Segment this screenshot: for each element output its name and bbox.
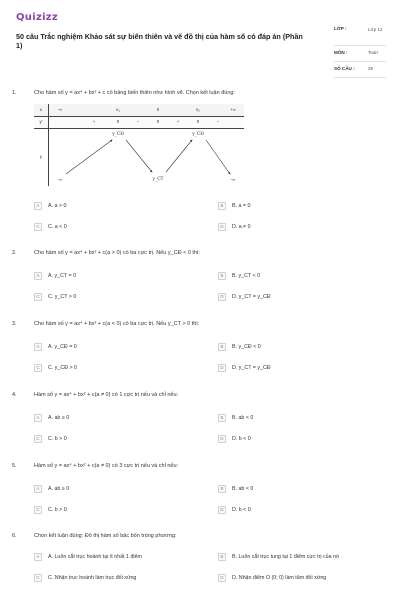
option-d[interactable] (218, 506, 378, 516)
option-letter-box: D (218, 293, 226, 301)
table-x-value: -∞ (57, 107, 63, 112)
option-text: B. ab < 0 (232, 486, 254, 492)
question-number: 1. (12, 90, 17, 96)
meta-divider (334, 77, 386, 78)
option-letter-box: C (34, 506, 42, 514)
meta-count-key: SỐ CÂU : (334, 66, 355, 71)
option-letter-box: A (34, 553, 42, 561)
option-c[interactable] (34, 435, 194, 445)
question-number: 3. (12, 321, 17, 327)
option-letter-box: D (218, 574, 226, 582)
table-y-value: -∞ (230, 177, 236, 182)
meta-divider (334, 61, 386, 62)
option-b[interactable] (218, 343, 378, 353)
option-text: B. Luôn cắt trục tung tại 1 điểm cực trị của nó (232, 554, 339, 560)
option-d[interactable] (218, 435, 378, 445)
option-d[interactable] (218, 574, 378, 584)
option-text: D. a ≠ 0 (232, 224, 251, 230)
option-text: B. y_CĐ < 0 (232, 344, 261, 350)
option-letter-box: C (34, 574, 42, 582)
option-letter-box: B (218, 202, 226, 210)
increasing-arrow (66, 140, 112, 174)
option-b[interactable] (218, 553, 378, 563)
table-sign: 0 (196, 119, 200, 124)
question-text: Cho hàm số y = ax⁴ + bx² + c có bảng biến thiên như hình vẽ. Chọn kết luận đúng: (34, 90, 235, 96)
question-number: 4. (12, 392, 17, 398)
table-y-value: -∞ (57, 177, 63, 182)
increasing-arrow (166, 140, 192, 172)
table-sign: + (92, 119, 96, 124)
question-text: Hàm số y = ax⁴ + bx² + c(a ≠ 0) có 1 cực trị nếu và chỉ nếu: (34, 392, 179, 398)
brand-logo: Quizizz (16, 12, 59, 23)
table-sign: + (176, 119, 180, 124)
option-b[interactable] (218, 485, 378, 495)
question-1 (12, 90, 392, 240)
option-c[interactable] (34, 574, 194, 584)
option-text: D. b < 0 (232, 507, 251, 513)
table-y-value: y_CT (152, 177, 164, 182)
table-sign: − (136, 119, 140, 124)
option-a[interactable] (34, 272, 194, 282)
question-3 (12, 321, 392, 381)
option-a[interactable] (34, 553, 194, 563)
option-a[interactable] (34, 343, 194, 353)
option-letter-box: C (34, 435, 42, 443)
option-b[interactable] (218, 272, 378, 282)
option-a[interactable] (34, 485, 194, 495)
option-c[interactable] (34, 364, 194, 374)
option-a[interactable] (34, 414, 194, 424)
question-2 (12, 250, 392, 310)
option-text: A. y_CĐ = 0 (48, 344, 77, 350)
table-x-label: x (39, 107, 43, 112)
option-letter-box: B (218, 553, 226, 561)
table-yprime-label: y' (39, 119, 43, 124)
option-d[interactable] (218, 223, 378, 233)
option-letter-box: A (34, 272, 42, 280)
option-letter-box: B (218, 414, 226, 422)
option-letter-box: D (218, 364, 226, 372)
worksheet-header (16, 12, 386, 71)
question-number: 2. (12, 250, 17, 256)
table-y-label: y (39, 154, 43, 159)
option-letter-box: D (218, 506, 226, 514)
question-text: Chọn kết luận đúng: Đồ thị hàm số bậc bốn trùng phương: (34, 533, 177, 539)
table-sign: 0 (156, 119, 160, 124)
option-text: C. b > 0 (48, 436, 67, 442)
table-x-value: +∞ (230, 107, 236, 112)
option-letter-box: B (218, 272, 226, 280)
option-b[interactable] (218, 414, 378, 424)
option-d[interactable] (218, 293, 378, 303)
question-4 (12, 392, 392, 452)
table-sign: 0 (116, 119, 120, 124)
meta-subject-row (334, 50, 386, 60)
option-letter-box: D (218, 223, 226, 231)
option-text: A. ab ≥ 0 (48, 415, 70, 421)
option-letter-box: A (34, 485, 42, 493)
option-letter-box: A (34, 414, 42, 422)
question-5 (12, 463, 392, 523)
meta-class-row (334, 26, 386, 36)
option-text: C. a < 0 (48, 224, 67, 230)
option-text: A. Luôn cắt trục hoành tại ít nhất 1 điểm (48, 554, 142, 560)
option-text: C. y_CĐ > 0 (48, 365, 77, 371)
question-text: Hàm số y = ax⁴ + bx² + c(a ≠ 0) có 3 cực trị nếu và chỉ nếu: (34, 463, 179, 469)
variation-arrows (34, 104, 244, 186)
meta-count-row (334, 66, 386, 76)
variation-table (34, 104, 244, 186)
option-text: C. b > 0 (48, 507, 67, 513)
table-x-value: 0 (156, 107, 160, 112)
option-d[interactable] (218, 364, 378, 374)
meta-subject-key: MÔN : (334, 50, 348, 55)
option-text: A. a > 0 (48, 203, 67, 209)
option-text: C. y_CT > 0 (48, 294, 77, 300)
option-text: A. y_CT = 0 (48, 273, 77, 279)
option-text: A. ab ≥ 0 (48, 486, 70, 492)
table-x-value: x₁ (116, 107, 120, 112)
meta-class-value: Lớp 12 (368, 27, 383, 32)
option-c[interactable] (34, 223, 194, 233)
option-text: D. y_CT = y_CĐ (232, 365, 271, 371)
document-title: 50 câu Trắc nghiệm Khảo sát sự biến thiên và vẽ đồ thị của hàm số có đáp án (Phần 1) (16, 32, 303, 50)
table-x-value: x₂ (196, 107, 200, 112)
option-text: D. y_CT = y_CĐ (232, 294, 271, 300)
question-number: 5. (12, 463, 17, 469)
question-text: Cho hàm số y = ax⁴ + bx² + c(a > 0) có ba cực trị. Nếu y_CĐ < 0 thì: (34, 250, 201, 256)
meta-count-value: 25 (368, 66, 374, 71)
option-text: C. Nhận trục hoành làm trục đối xứng (48, 575, 137, 581)
decreasing-arrow (126, 140, 152, 172)
option-letter-box: D (218, 435, 226, 443)
option-text: B. y_CT < 0 (232, 273, 261, 279)
decreasing-arrow (206, 140, 230, 174)
meta-subject-value: Toán (368, 50, 378, 55)
option-text: B. ab < 0 (232, 415, 254, 421)
question-6 (12, 533, 392, 593)
question-text: Cho hàm số y = ax⁴ + bx² + c(a < 0) có ba cực trị. Nếu y_CT > 0 thì: (34, 321, 200, 327)
option-c[interactable] (34, 506, 194, 516)
table-sign: − (216, 119, 220, 124)
option-text: D. b < 0 (232, 436, 251, 442)
option-letter-box: A (34, 343, 42, 351)
option-text: D. Nhận điểm O (0; 0) làm tâm đối xứng (232, 575, 327, 581)
option-letter-box: C (34, 223, 42, 231)
option-letter-box: A (34, 202, 42, 210)
table-y-value: y_CĐ (112, 132, 124, 137)
table-y-value: y_CĐ (192, 132, 204, 137)
option-text: B. a = 0 (232, 203, 251, 209)
meta-divider (334, 45, 386, 46)
meta-class-key: LỚP : (334, 26, 347, 31)
option-letter-box: B (218, 343, 226, 351)
option-c[interactable] (34, 293, 194, 303)
option-letter-box: C (34, 293, 42, 301)
question-number: 6. (12, 533, 17, 539)
option-a[interactable] (34, 202, 194, 212)
option-b[interactable] (218, 202, 378, 212)
option-letter-box: C (34, 364, 42, 372)
option-letter-box: B (218, 485, 226, 493)
